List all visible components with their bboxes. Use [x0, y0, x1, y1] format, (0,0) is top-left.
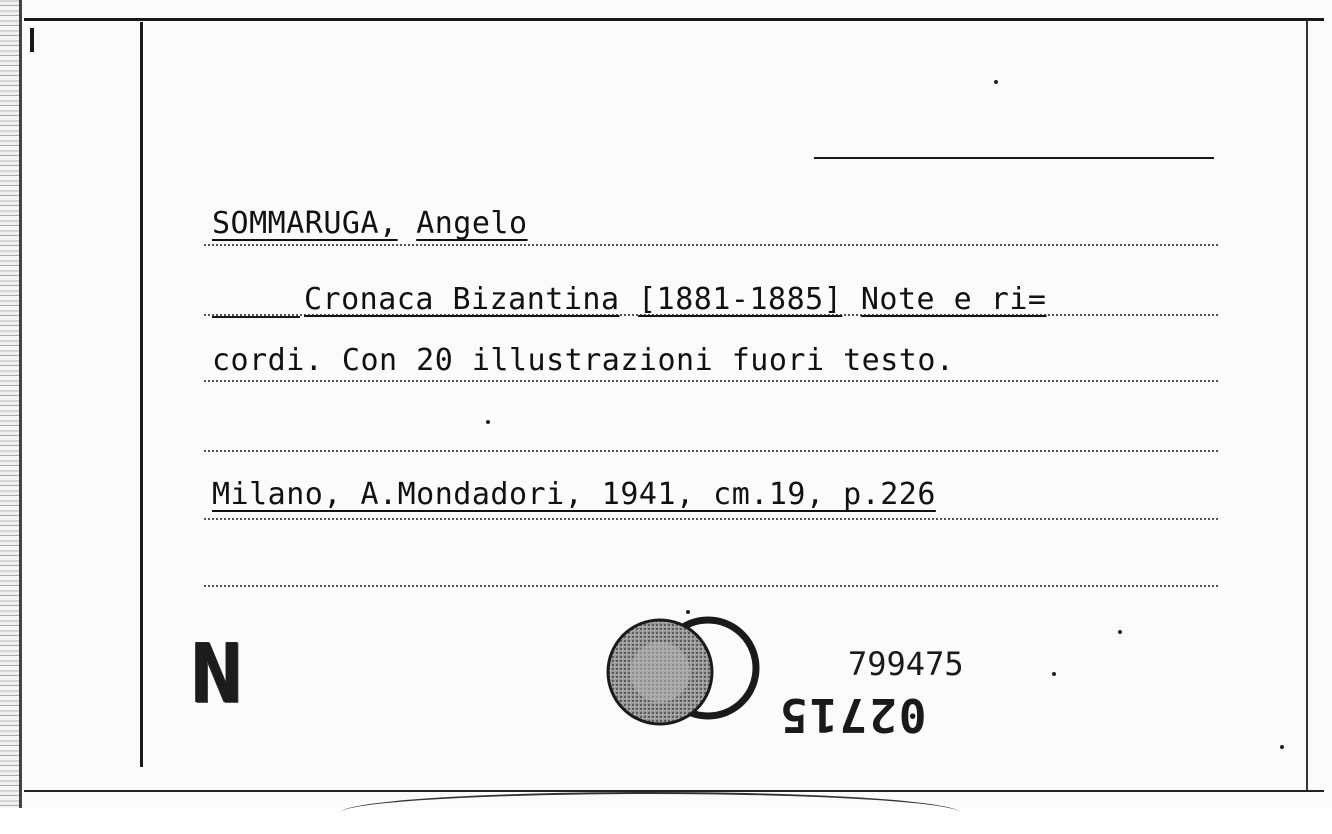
title-subtitle-start: Note e ri=: [860, 282, 1047, 317]
speck: [1118, 630, 1122, 634]
title-line-2: cordi. Con 20 illustrazioni fuori testo.: [212, 343, 955, 378]
ruled-line: [204, 518, 1218, 520]
accession-number: 799475: [848, 645, 964, 683]
call-number-rule: [814, 157, 1214, 159]
corner-tick: [30, 28, 34, 52]
card-right-border: [1306, 20, 1308, 792]
letter-stamp: N: [190, 627, 244, 722]
author-forename: Angelo: [416, 206, 528, 241]
margin-rule: [140, 22, 143, 767]
title-dates: [1881-1885]: [638, 282, 843, 317]
inventory-stamp-number: 02715: [778, 688, 927, 742]
author-surname: SOMMARUGA,: [212, 206, 398, 241]
speck: [994, 80, 998, 84]
ruled-line: [204, 380, 1218, 382]
title-main: Cronaca Bizantina: [304, 282, 620, 317]
ruled-line: [204, 585, 1218, 587]
title-line-1: [304, 283, 1046, 317]
speck: [1280, 745, 1284, 749]
speck: [686, 610, 690, 614]
indent-rule: [212, 316, 300, 318]
scan-edge: [0, 0, 22, 808]
speck: [486, 420, 490, 424]
imprint-text: Milano, A.Mondadori, 1941, cm.19, p.226: [212, 477, 936, 512]
card-bottom-curve: [340, 792, 960, 834]
ruled-line: [204, 450, 1218, 452]
ruled-line: [204, 244, 1218, 246]
speck: [1052, 672, 1056, 676]
library-seal-icon: [604, 612, 764, 728]
imprint-line: [212, 478, 936, 512]
author-heading: [212, 207, 528, 241]
card-top-border: [24, 18, 1324, 21]
